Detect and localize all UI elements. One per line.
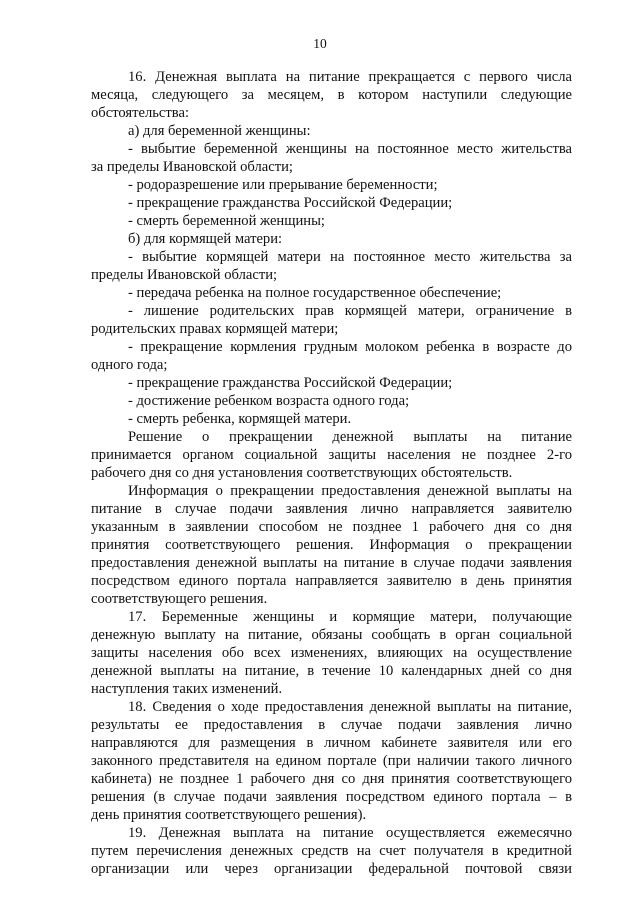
text-line: - прекращение кормления грудным молоком ребенка в возрасте до [128,339,572,355]
text-line: рабочего дня со дня установления соответствующих обстоятельств. [91,465,513,481]
text-line: результаты ее предоставления в случае подачи заявления лично [91,717,572,733]
text-line: 18. Сведения о ходе предоставления денежной выплаты на питание, [128,699,572,715]
text-line: решения (в случае подачи заявления посредством единого портала – в [91,789,572,805]
text-line: принятия соответствующего решения. Информация о прекращении [91,537,572,553]
text-line: - выбытие беременной женщины на постоянное место жительства [128,141,572,157]
text-line: законного представителя на едином портале (при наличии такого личного [91,753,572,769]
text-line: защиты населения обо всех изменениях, влияющих на осуществление [91,645,572,661]
text-line: посредством единого портала направляется заявителю в день принятия [91,573,572,589]
text-line: путем перечисления денежных средств на счет получателя в кредитной [91,843,572,859]
text-line: 17. Беременные женщины и кормящие матери, получающие [128,609,572,625]
text-line: Информация о прекращении предоставления денежной выплаты на [128,483,572,499]
text-line: родительских правах кормящей матери; [91,321,339,337]
text-line: а) для беременной женщины: [128,123,311,139]
text-line: за пределы Ивановской области; [91,159,293,175]
text-line: - передача ребенка на полное государственное обеспечение; [128,285,502,301]
text-line: питание в случае подачи заявления лично направляется заявителю [91,501,572,517]
text-line: - родоразрешение или прерывание беременности; [128,177,438,193]
text-line: - достижение ребенком возраста одного года; [128,393,410,409]
text-line: - лишение родительских прав кормящей матери, ограничение в [128,303,572,319]
text-line: - смерть ребенка, кормящей матери. [128,411,352,427]
text-line: денежной выплаты на питание, в течение 10 календарных дней со дня [91,663,572,679]
text-line: денежную выплату на питание, обязаны сообщать в орган социальной [91,627,572,643]
text-line: Решение о прекращении денежной выплаты на питание [128,429,572,445]
text-line: - выбытие кормящей матери на постоянное место жительства за [128,249,572,265]
text-line: б) для кормящей матери: [128,231,283,247]
text-line: организации или через организации федеральной почтовой связи [91,861,572,877]
text-line: указанным в заявлении способом не позднее 1 рабочего дня со дня [91,519,572,535]
text-line: - прекращение гражданства Российской Федерации; [128,375,453,391]
text-line: направляются для размещения в личном кабинете заявителя или его [91,735,572,751]
text-line: наступления таких изменений. [91,681,283,697]
text-line: - смерть беременной женщины; [128,213,325,229]
text-line: день принятия соответствующего решения). [91,807,367,823]
text-line: 19. Денежная выплата на питание осуществляется ежемесячно [128,825,572,841]
text-line: - прекращение гражданства Российской Федерации; [128,195,453,211]
text-line: одного года; [91,357,168,373]
text-line: принимается органом социальной защиты населения не позднее 2-го [91,447,572,463]
text-line: соответствующего решения. [91,591,268,607]
text-line: обстоятельства: [91,105,189,121]
text-line: кабинета) не позднее 1 рабочего дня со дня принятия соответствующего [91,771,572,787]
text-line: месяца, следующего за месяцем, в котором наступили следующие [91,87,572,103]
text-line: 16. Денежная выплата на питание прекращается с первого числа [128,69,572,85]
text-line: предоставления денежной выплаты на питание в случае подачи заявления [91,555,572,571]
text-line: пределы Ивановской области; [91,267,278,283]
page-number: 10 [313,36,327,51]
